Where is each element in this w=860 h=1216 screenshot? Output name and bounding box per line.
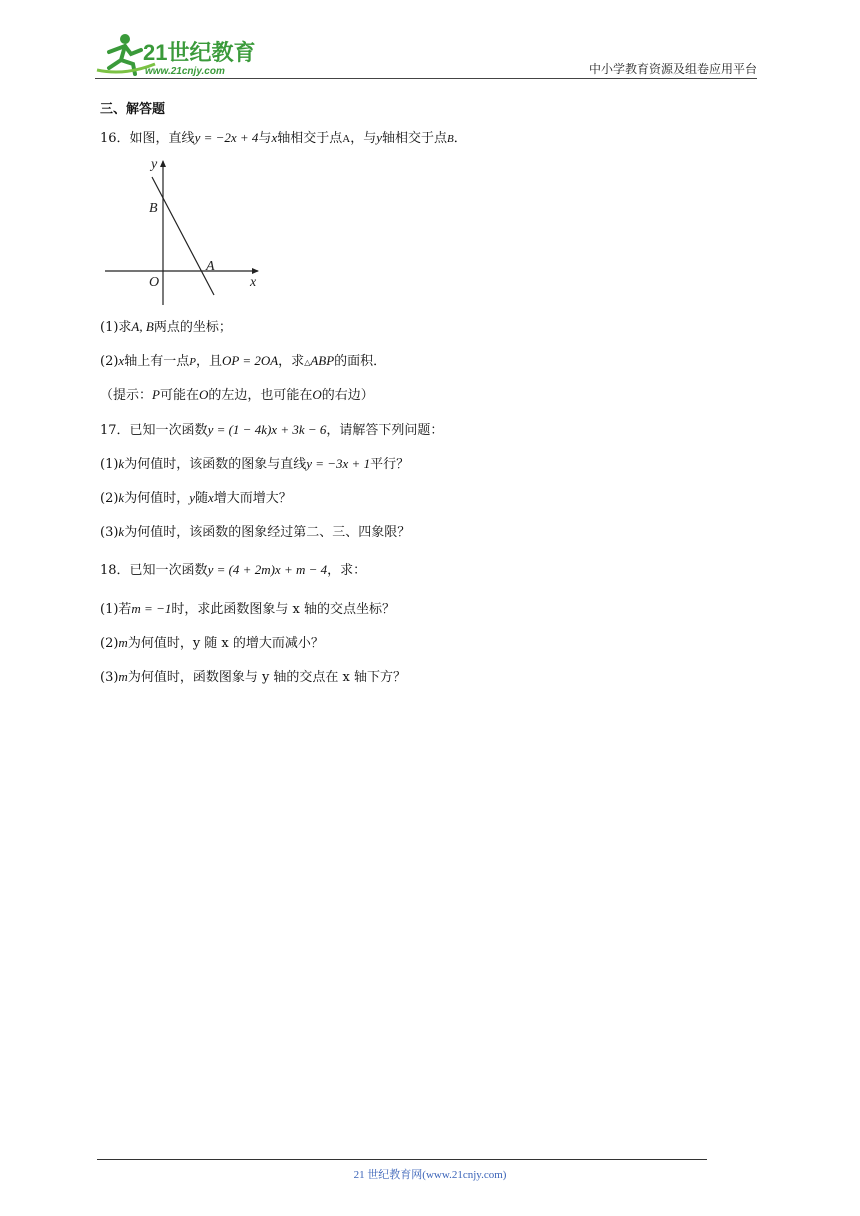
q17-sub1-eq: y = −3x + 1 <box>306 456 371 471</box>
logo-sub-text: www.21cnjy.com <box>145 66 225 77</box>
q17-sub3 <box>100 522 410 543</box>
q18-sub2-m: m <box>118 635 128 650</box>
y-axis-label: y <box>151 157 158 172</box>
q16-equation: y = −2x + 4 <box>194 130 259 145</box>
q17-sub3-k: k <box>118 524 125 539</box>
q16-text-e: 轴相交于点 <box>381 131 447 146</box>
q16-sub1-suffix: 两点的坐标； <box>153 320 232 335</box>
q17-sub2-k: k <box>118 490 125 505</box>
q16-hint-a: （提示： <box>100 388 153 403</box>
q17-sub2-x: x <box>208 490 214 505</box>
q18-sub2-prefix: (2) <box>100 636 119 651</box>
q16-sub2-math: OP = 2OA <box>221 353 279 368</box>
triangle-symbol: △ <box>304 358 311 367</box>
header-divider <box>95 78 757 79</box>
q17-sub2-prefix: (2) <box>100 491 119 506</box>
q18-equation: y = (4 + 2m)x + m − 4 <box>207 562 328 577</box>
q16-y-var: y <box>376 130 382 145</box>
q16-sub1-math: A, B <box>131 319 154 334</box>
page-header <box>95 30 757 80</box>
q17-sub2-b: 随 <box>195 491 209 506</box>
x-axis-label: x <box>250 275 257 290</box>
q16-hint-o1: O <box>198 387 209 402</box>
q17-equation: y = (1 − 4k)x + 3k − 6 <box>207 422 327 437</box>
q16-sub1 <box>100 317 232 338</box>
q16-text-b: 与 <box>258 131 272 146</box>
q18-sub3-m: m <box>118 669 128 684</box>
q17-sub1-b: 平行？ <box>370 457 410 472</box>
q16-point-b: B <box>447 133 454 145</box>
q18-sub3-prefix: (3) <box>100 670 119 685</box>
q17-sub2 <box>100 488 292 509</box>
q16-sub2-c: ，求 <box>278 354 305 369</box>
q16-stem <box>100 128 467 149</box>
q17-sub2-a: 为何值时， <box>124 491 190 506</box>
q17-sub2-y: y <box>189 490 195 505</box>
q17-stem <box>100 420 443 441</box>
q18-sub1 <box>100 599 395 620</box>
q16-text-a: 如图，直线 <box>129 131 195 146</box>
q18-sub1-a: 时，求此函数图象与 x 轴的交点坐标？ <box>171 602 395 617</box>
q16-sub2 <box>100 351 386 373</box>
site-logo <box>95 30 265 78</box>
logo-main-text: 21世纪教育 <box>143 40 256 65</box>
q17-text-b: ，请解答下列问题： <box>326 423 444 438</box>
point-a-label: A <box>206 259 215 274</box>
site-name: 中小学教育资源及组卷应用平台 <box>588 62 757 76</box>
q18-sub2-a: 为何值时，y 随 x 的增大而减小？ <box>127 636 324 651</box>
q18-sub3-a: 为何值时，函数图象与 y 轴的交点在 x 轴下方？ <box>127 670 407 685</box>
q18-text-a: 已知一次函数 <box>129 563 208 578</box>
section-title: 三、解答题 <box>100 102 166 117</box>
q17-sub2-c: 增大而增大？ <box>213 491 292 506</box>
q16-text-c: 轴相交于点 <box>277 131 343 146</box>
q17-number: 17． <box>100 423 130 438</box>
footer-divider <box>97 1159 707 1160</box>
line-y-eq-neg2x-plus-4 <box>152 177 214 295</box>
q16-hint-p: P <box>152 387 160 402</box>
q16-sub2-p: P <box>189 356 196 368</box>
q17-sub1-prefix: (1) <box>100 457 119 472</box>
q16-sub2-prefix: (2) <box>100 354 119 369</box>
q16-hint-d: 的右边） <box>321 388 374 403</box>
q16-sub2-b: ，且 <box>195 354 222 369</box>
q17-sub3-a: 为何值时，该函数的图象经过第二、三、四象限？ <box>124 525 411 540</box>
q18-sub3 <box>100 667 406 688</box>
q18-sub1-eq: m = −1 <box>131 601 172 616</box>
q17-sub3-prefix: (3) <box>100 525 119 540</box>
q17-sub1 <box>100 454 409 475</box>
q16-sub2-x: x <box>118 353 125 368</box>
q16-hint-o2: O <box>312 387 322 402</box>
q16-sub2-d: 的面积． <box>334 354 387 369</box>
q16-point-a: A <box>342 133 351 145</box>
q16-text-f: ． <box>453 131 467 146</box>
q16-text-d: ，与 <box>350 131 377 146</box>
q16-sub2-a: 轴上有一点 <box>124 354 190 369</box>
q17-text-a: 已知一次函数 <box>129 423 208 438</box>
q17-sub1-a: 为何值时，该函数的图象与直线 <box>124 457 307 472</box>
q18-text-b: ，求： <box>327 563 367 578</box>
q16-figure <box>100 155 265 310</box>
q16-hint <box>100 385 374 406</box>
q17-sub1-k: k <box>118 456 125 471</box>
q16-sub1-prefix: (1)求 <box>100 320 132 335</box>
q18-sub1-prefix: (1)若 <box>100 602 132 617</box>
q16-number: 16． <box>100 131 130 146</box>
footer-link[interactable]: 21 世纪教育网(www.21cnjy.com) <box>353 1169 507 1181</box>
origin-label: O <box>149 275 160 290</box>
q16-x-var: x <box>271 130 278 145</box>
q18-stem <box>100 560 366 581</box>
q16-hint-b: 可能在 <box>159 388 199 403</box>
point-b-label: B <box>149 201 158 216</box>
q18-sub2 <box>100 633 324 654</box>
q16-hint-c: 的左边，也可能在 <box>208 388 313 403</box>
q16-sub2-abp: ABP <box>310 353 335 368</box>
q18-number: 18． <box>100 563 130 578</box>
